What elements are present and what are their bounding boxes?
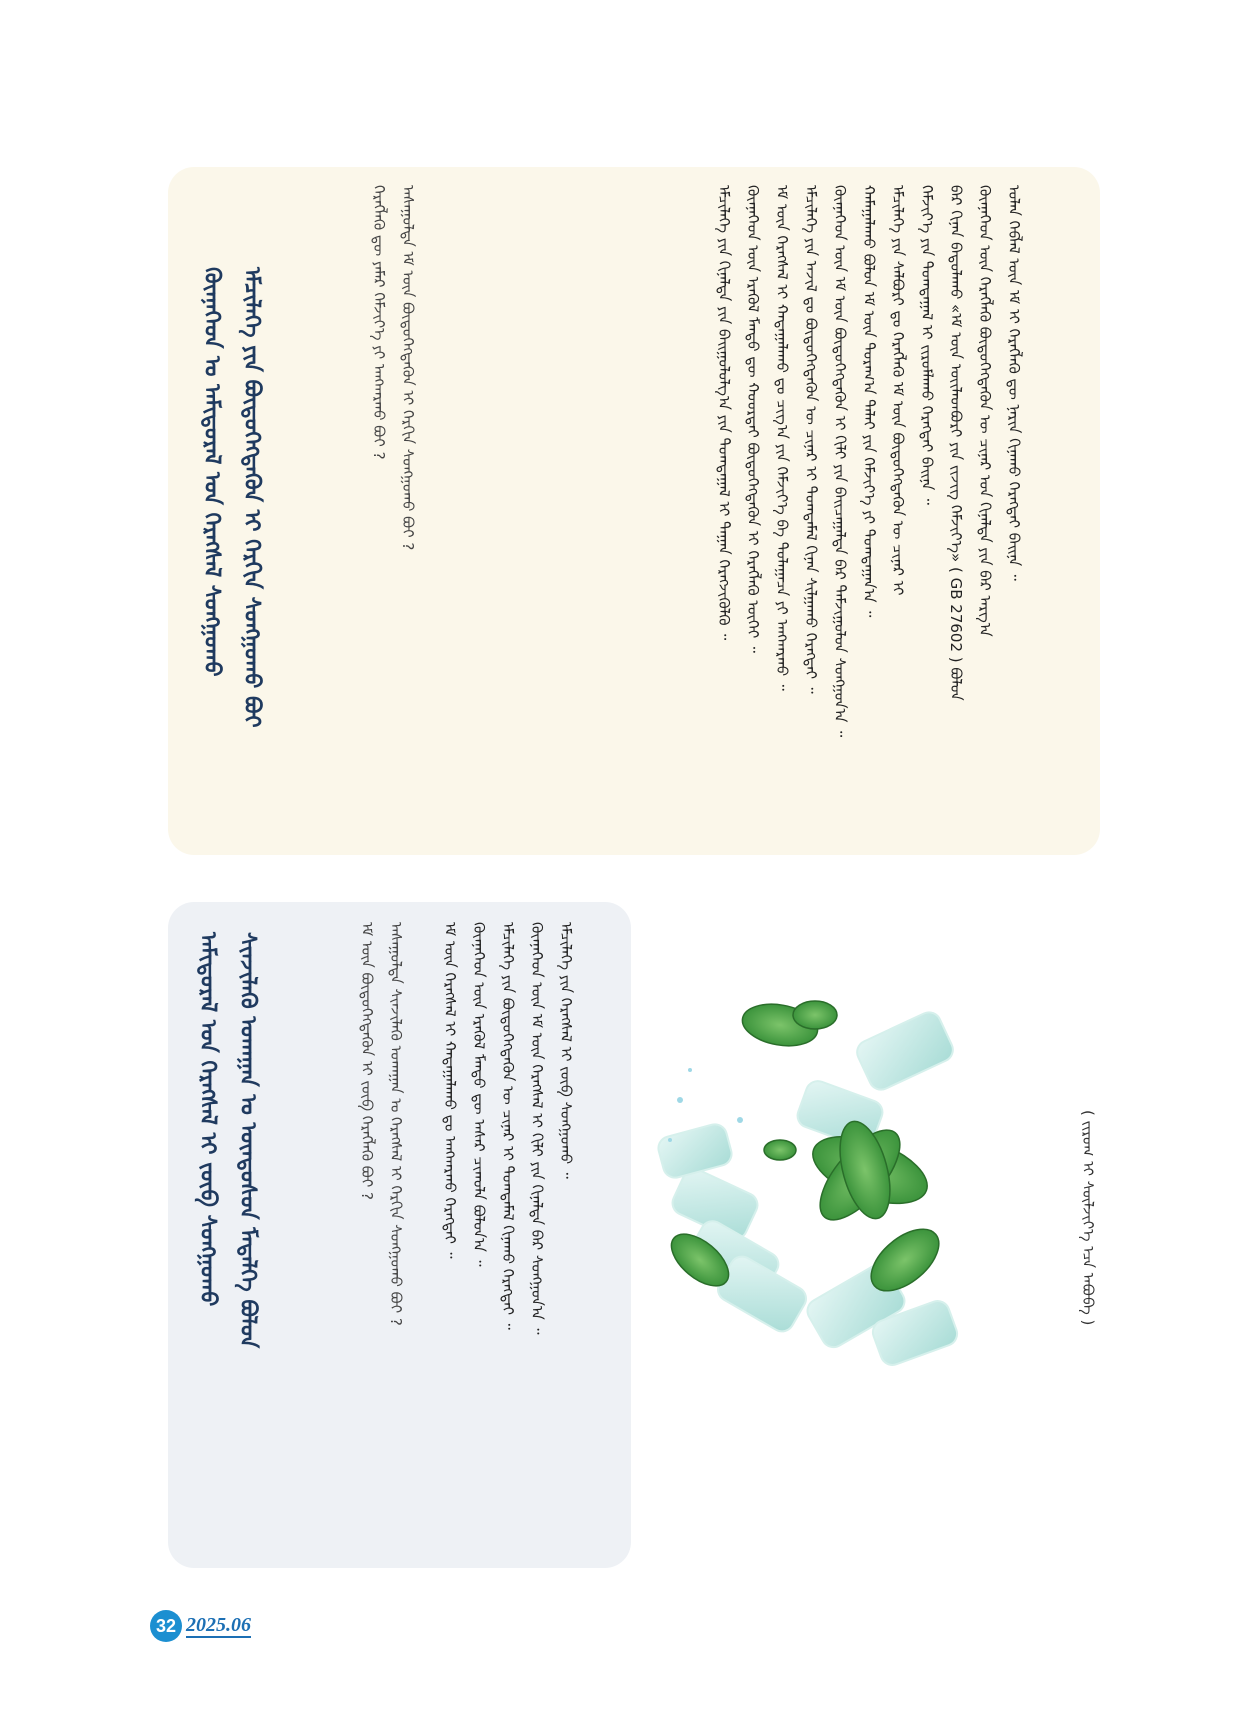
- panel-heading: ᠬᠦᠨᠨᠡᠭᠡᠳ ᠤ ᠠᠮᠢᠳᠤᠷᠠᠯ ᠤᠨ ᠬᠡᠷᠡᠭᠰᠡᠯ ᠰᠣᠩᠭᠤᠬᠤ: [199, 267, 224, 677]
- question-text: ᠡᠮ ᠦᠨ ᠪᠦᠲᠦᠭᠡᠭᠳᠡᠬᠦᠨ ᠢ ᠬᠡᠷᠬᠢᠨ ᠰᠣᠩᠭᠤᠬᠤ ᠪᠤᠢ ?: [399, 251, 417, 551]
- body-line: ᠡᠮ ᠦᠨ ᠬᠡᠷᠡᠭᠰᠡᠯ ᠢ ᠬᠠᠳᠠᠭᠠᠯᠠᠬᠤ ᠳᠤ ᠠᠩᠬᠠᠷᠬᠤ ᠬᠡᠷᠡᠭᠲᠡᠢ ᠃: [441, 922, 459, 1259]
- question-label: ᠠᠰᠠᠭᠤᠯᠲᠠ: [387, 922, 405, 984]
- body-line: ᠡᠮ ᠦᠨ ᠬᠡᠷᠡᠭᠰᠡᠯ ᠢ ᠬᠠᠳᠠᠭᠠᠯᠠᠬᠤ ᠳᠤ ᠴᠢᠭ᠎ᠠ ᠶᠢᠨ ᠬᠡᠮᠵᠢᠶ᠎ᠡ ᠪᠠ ᠳᠤᠯᠠᠭᠠᠴᠠ ᠶᠢ ᠠᠩᠬᠠᠷᠬᠤ ᠃: [773, 185, 791, 691]
- body-line: ᠪᠠᠷ ᠬᠢᠨᠠᠨ ᠪᠠᠲᠤᠯᠠᠬᠤ «ᠡᠮ ᠦᠨ ᠦᠢᠯᠡᠳᠪᠦᠷᠢ ᠶᠢᠨ ᠵᠢᠵᠢᠭ ᠬᠡᠮᠵᠢᠶ᠎ᠡ» ( GB 27602 ) ᠪᠣᠯᠤᠨ: [947, 185, 965, 701]
- question-line: [388, 922, 403, 1542]
- question-label: ᠠᠰᠠᠭᠤᠯᠲᠠ: [399, 185, 417, 247]
- body-line: ᠬᠦᠨᠨᠡᠭᠡᠳ ᠦᠨ ᠡᠷᠡᠭᠦᠯ ᠮᠡᠨᠳᠦ ᠳᠦ ᠬᠣᠣᠷᠲᠠᠢ ᠪᠦᠲᠦᠭᠡᠭᠳᠡᠬᠦᠨ ᠢ ᠬᠡᠷᠡᠭᠯᠡᠬᠦ ᠦᠭᠡᠢ ᠃: [744, 185, 762, 653]
- body-line: ᠡᠮᠴᠢᠯᠡᠭᠡ ᠶᠢᠨ ᠬᠢᠨᠠᠯᠲᠠ ᠶᠢᠨ ᠪᠠᠢᠭᠤᠯᠤᠯᠭ᠎ᠠ ᠶᠢᠨ ᠲᠣᠭᠲᠠᠭᠠᠯ ᠢ ᠳᠠᠭᠠᠨ ᠬᠡᠷᠡᠭᠵᠢᠭᠦᠯᠬᠦ ᠃: [715, 185, 733, 641]
- body-line: ᠬᠦᠨᠨᠡᠭᠡᠳ ᠦᠨ ᠡᠮ ᠦᠨ ᠬᠡᠷᠡᠭᠰᠡᠯ ᠢ ᠬᠢᠯᠢ ᠶᠢᠨ ᠬᠢᠨᠠᠯᠲᠠ ᠪᠠᠷ ᠰᠣᠩᠭᠤᠨ᠎ᠠ ᠃: [528, 922, 546, 1335]
- question-text: ᠰᠢᠨᠵᠢᠯᠡᠬᠦ ᠤᠬᠠᠭᠠᠨ ᠤ ᠬᠡᠷᠡᠭᠰᠡᠯ ᠢ ᠬᠡᠷᠬᠢᠨ ᠰᠣᠩᠭᠤᠬᠤ ᠪᠤᠢ ?: [387, 988, 405, 1326]
- body-line: ᠬᠦᠨᠨᠡᠭᠡᠳ ᠦᠨ ᠬᠡᠷᠡᠭᠯᠡᠬᠦ ᠪᠦᠲᠦᠭᠡᠭᠳᠡᠬᠦᠨ ᠦ ᠴᠢᠨᠠᠷ ᠤᠨ ᠬᠢᠨᠠᠯᠲᠠ ᠶᠢᠨ ᠪᠠᠷ ᠠᠷᠭ᠎ᠠ: [976, 185, 994, 637]
- panel-heading: ᠠᠮᠢᠳᠤᠷᠠᠯ ᠤᠨ ᠬᠡᠷᠡᠭᠰᠡᠯ ᠢ ᠵᠥᠪ ᠰᠣᠩᠭᠤᠬᠤ: [195, 932, 220, 1307]
- mint-gum-illustration: [660, 1010, 1020, 1370]
- panel-heading: ᠡᠮᠴᠢᠯᠡᠭᠡ ᠶᠢᠨ ᠪᠦᠲᠦᠭᠡᠭᠳᠡᠬᠦᠨ ᠢ ᠬᠡᠷᠬᠢᠨ ᠰᠣᠩᠭᠤᠬᠤ ᠪᠤᠢ: [239, 267, 264, 728]
- body-line: ᠡᠮᠴᠢᠯᠡᠭᠡ ᠶᠢᠨ ᠪᠦᠲᠦᠭᠡᠭᠳᠡᠬᠦᠨ ᠦ ᠴᠢᠨᠠᠷ ᠢ ᠲᠣᠭᠲᠠᠮᠠᠯ ᠬᠢᠨᠠᠬᠤ ᠬᠡᠷᠡᠭᠲᠡᠢ ᠃: [499, 922, 517, 1330]
- bottom-article-panel: [168, 902, 631, 1568]
- panel-heading: ᠰᠢᠨᠵᠢᠯᠡᠬᠦ ᠤᠬᠠᠭᠠᠨ ᠤ ᠦᠨᠳᠦᠰᠦᠨ ᠮᠡᠳᠡᠯᠭᠡ ᠪᠣᠯᠤᠨ: [235, 932, 260, 1349]
- issue-date: 2025.06: [186, 1614, 251, 1636]
- question-line: [400, 185, 415, 825]
- image-caption: ( ᠵᠢᠷᠤᠭ ᠢ ᠰᠦᠯᠵᠢᠶ᠎ᠡ ᠡᠴᠡ ᠠᠪᠤᠪᠠ ): [1079, 1110, 1097, 1326]
- body-line: ᠡᠮᠴᠢᠯᠡᠭᠡ ᠶᠢᠨ ᠬᠡᠷᠡᠭᠰᠡᠯ ᠢ ᠵᠥᠪ ᠰᠣᠩᠭᠤᠬᠤ ᠃: [557, 922, 575, 1179]
- question-line: ᠡᠮ ᠦᠨ ᠪᠦᠲᠦᠭᠡᠭᠳᠡᠬᠦᠨ ᠢ ᠵᠥᠪ ᠬᠡᠷᠡᠭᠯᠡᠬᠦ ᠪᠤᠢ ?: [358, 922, 376, 1200]
- body-line: ᠬᠦᠨᠨᠡᠭᠡᠳ ᠦᠨ ᠡᠮ ᠦᠨ ᠪᠦᠲᠦᠭᠡᠭᠳᠡᠬᠦᠨ ᠢ ᠬᠢᠯᠢ ᠶᠢᠨ ᠪᠠᠢᠴᠠᠭᠠᠯᠲᠠ ᠪᠠᠷ ᠳᠠᠮᠵᠢᠭᠤᠯᠤᠨ ᠰᠣᠩᠭᠤᠨ᠎ᠠ ᠃: [831, 185, 849, 738]
- page-number: 32: [150, 1610, 182, 1642]
- page-footer: [150, 1610, 251, 1642]
- body-line: ᠬᠠᠮᠠᠭᠠᠯᠠᠬᠤ ᠪᠣᠯᠤᠨ ᠡᠮ ᠦᠨ ᠳᠤᠷᠠᠭ᠎ᠠ ᠳᠠᠯᠠᠢ ᠶᠢᠨ ᠬᠡᠮᠵᠢᠶ᠎ᠡ ᠶᠢ ᠲᠣᠭᠲᠠᠭᠠᠨ᠎ᠠ ᠃: [860, 185, 878, 618]
- body-line: ᠣᠯᠠᠨ ᠬᠡᠪᠯᠡᠯ ᠦᠨ ᠡᠮ ᠢ ᠬᠡᠷᠡᠭᠯᠡᠬᠦ ᠳᠦ ᠨᠠᠷᠢᠨ ᠬᠢᠨᠠᠬᠤ ᠬᠡᠷᠡᠭᠲᠡᠢ ᠪᠠᠢᠨᠠ ᠃: [1005, 185, 1023, 581]
- body-line: ᠡᠮᠴᠢᠯᠡᠭᠡ ᠶᠢᠨ ᠰᠠᠯᠪᠤᠷᠢ ᠳᠤ ᠬᠡᠷᠡᠭᠯᠡᠬᠦ ᠡᠮ ᠦᠨ ᠪᠦᠲᠦᠭᠡᠭᠳᠡᠬᠦᠨ ᠦ ᠴᠢᠨᠠᠷ ᠢ: [889, 185, 907, 596]
- question-line: ᠬᠡᠷᠡᠭᠯᠡᠬᠦ ᠳᠦ ᠶᠠᠮᠠᠷ ᠬᠡᠮᠵᠢᠶ᠎ᠡ ᠶᠢ ᠠᠩᠬᠠᠷᠬᠤ ᠪᠤᠢ ?: [370, 185, 388, 460]
- top-article-panel: [168, 167, 1100, 855]
- body-line: ᠡᠮᠴᠢᠯᠡᠭᠡ ᠶᠢᠨ ᠠᠵᠢᠯ ᠳᠤ ᠪᠦᠲᠦᠭᠡᠭᠳᠡᠬᠦᠨ ᠦ ᠴᠢᠨᠠᠷ ᠢ ᠲᠣᠭᠲᠠᠮᠠᠯ ᠬᠢᠨᠠᠨ ᠰᠢᠯᠭᠠᠬᠤ ᠬᠡᠷᠡᠭᠲᠡᠢ ᠃: [802, 185, 820, 694]
- body-line: ᠬᠦᠨᠨᠡᠭᠡᠳ ᠦᠨ ᠡᠷᠡᠭᠦᠯ ᠮᠡᠨᠳᠦ ᠳᠦ ᠠᠰᠠᠷ ᠴᠢᠬᠤᠯᠠ ᠪᠣᠯᠤᠨ᠎ᠠ ᠃: [470, 922, 488, 1267]
- body-line: ᠬᠡᠮᠵᠢᠶ᠎ᠡ ᠶᠢᠨ ᠲᠣᠭᠲᠠᠭᠠᠯ ᠢ ᠵᠢᠷᠤᠮᠯᠠᠬᠤ ᠬᠡᠷᠡᠭᠲᠡᠢ ᠪᠠᠢᠨᠠ ᠃: [918, 185, 936, 505]
